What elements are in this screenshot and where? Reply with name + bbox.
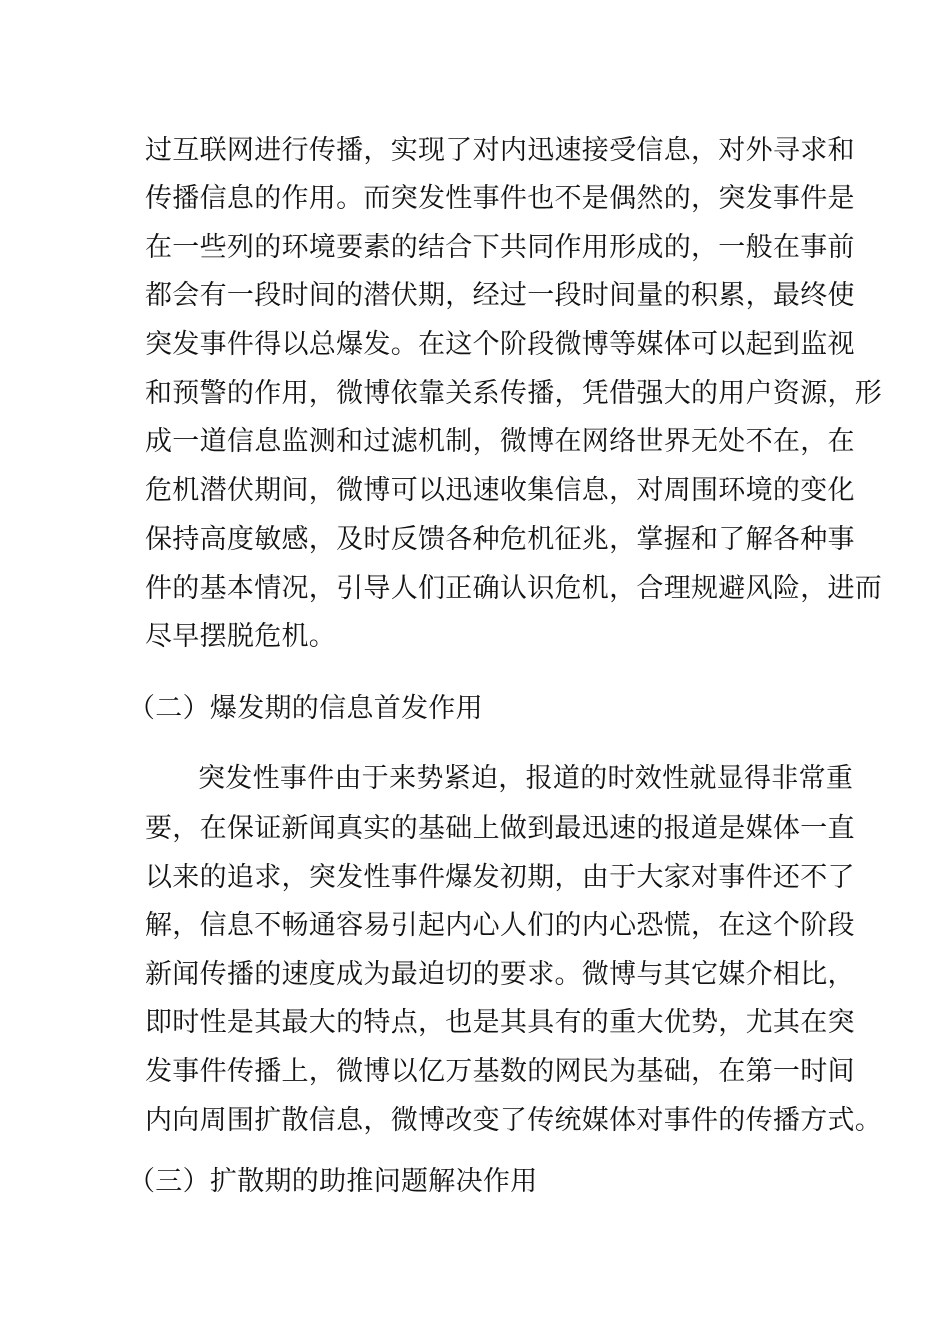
- section-heading-2: （二）爆发期的信息首发作用: [128, 693, 483, 724]
- paragraph-1-line-10: 件的基本情况，引导人们正确认识危机，合理规避风险，进而: [145, 573, 883, 604]
- paragraph-1-line-8: 危机潜伏期间，微博可以迅速收集信息，对周围环境的变化: [145, 475, 855, 506]
- paragraph-2-line-4: 解，信息不畅通容易引起内心人们的内心恐慌，在这个阶段: [145, 910, 855, 941]
- paragraph-2-line-3: 以来的追求，突发性事件爆发初期，由于大家对事件还不了: [145, 862, 855, 893]
- paragraph-1-line-1: 过互联网进行传播，实现了对内迅速接受信息，对外寻求和: [145, 135, 855, 166]
- paragraph-2-line-7: 发事件传播上，微博以亿万基数的网民为基础，在第一时间: [145, 1056, 855, 1087]
- paragraph-1-line-9: 保持高度敏感，及时反馈各种危机征兆，掌握和了解各种事: [145, 524, 855, 555]
- paragraph-1-line-3: 在一些列的环境要素的结合下共同作用形成的，一般在事前: [145, 232, 855, 263]
- paragraph-1-line-4: 都会有一段时间的潜伏期，经过一段时间量的积累，最终使: [145, 280, 855, 311]
- section-heading-3: （三）扩散期的助推问题解决作用: [128, 1166, 538, 1197]
- paragraph-2-line-2: 要，在保证新闻真实的基础上做到最迅速的报道是媒体一直: [145, 813, 855, 844]
- paragraph-1-line-2: 传播信息的作用。而突发性事件也不是偶然的，突发事件是: [145, 183, 855, 214]
- paragraph-2-line-6: 即时性是其最大的特点，也是其具有的重大优势，尤其在突: [145, 1007, 855, 1038]
- paragraph-1-line-11: 尽早摆脱危机。: [145, 621, 337, 652]
- paragraph-1-line-7: 成一道信息监测和过滤机制，微博在网络世界无处不在，在: [145, 426, 855, 457]
- paragraph-1-line-6: 和预警的作用，微博依靠关系传播，凭借强大的用户资源，形: [145, 378, 883, 409]
- paragraph-2-line-1: 突发性事件由于来势紧迫，报道的时效性就显得非常重: [198, 763, 854, 794]
- paragraph-1-line-5: 突发事件得以总爆发。在这个阶段微博等媒体可以起到监视: [145, 329, 855, 360]
- paragraph-2-line-8: 内向周围扩散信息，微博改变了传统媒体对事件的传播方式。: [145, 1105, 883, 1136]
- paragraph-2-line-5: 新闻传播的速度成为最迫切的要求。微博与其它媒介相比，: [145, 959, 855, 990]
